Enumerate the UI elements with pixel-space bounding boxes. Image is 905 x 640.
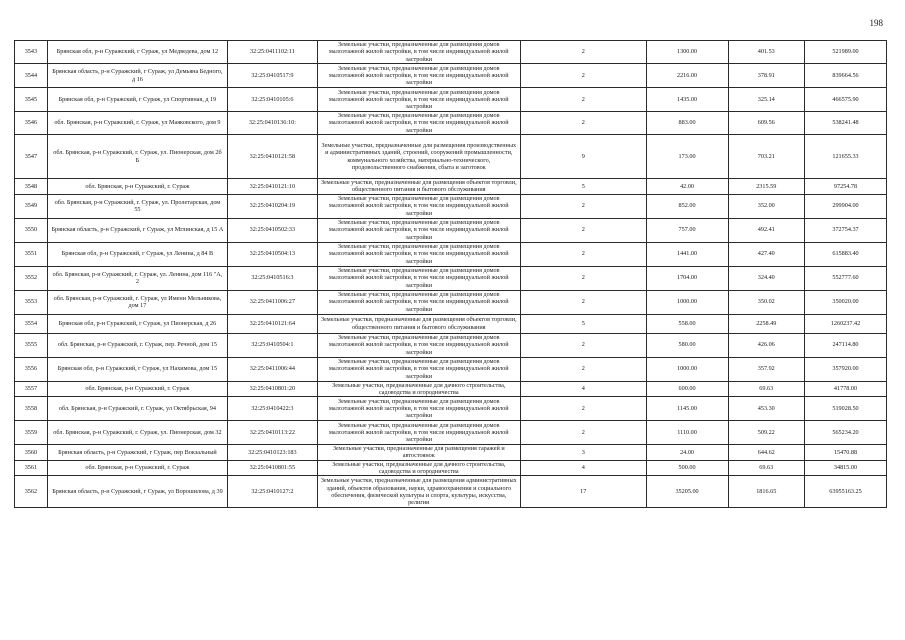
cadastral-number-cell: 32:25:0410136:10: <box>228 112 318 135</box>
table-row <box>15 476 887 508</box>
unit-value-cell: 350.02 <box>728 290 804 314</box>
record-number-cell: 3548 <box>15 179 48 195</box>
address-cell: обл. Брянская, р-н Суражский, г. Сураж <box>47 460 227 476</box>
unit-value-cell: 427.40 <box>728 242 804 266</box>
cadastral-number-cell: 32:25:0410517:9 <box>228 64 318 88</box>
table-row <box>15 194 887 218</box>
table-row <box>15 135 887 179</box>
area-cell: 173.00 <box>646 135 728 179</box>
cadastral-value-cell: 839664.56 <box>805 64 887 88</box>
use-group-cell: 2 <box>520 357 646 381</box>
use-group-cell: 2 <box>520 242 646 266</box>
land-use-cell: Земельные участки, предназначенные для размещения домов малоэтажной жилой застройки, в том числе индивидуальной жилой застройки <box>317 290 520 314</box>
cadastral-value-cell: 247114.80 <box>805 333 887 357</box>
table-row <box>15 64 887 88</box>
area-cell: 2216.00 <box>646 64 728 88</box>
land-use-cell: Земельные участки, предназначенные для размещения домов малоэтажной жилой застройки, в том числе индивидуальной жилой застройки <box>317 266 520 290</box>
area-cell: 1704.00 <box>646 266 728 290</box>
use-group-cell: 4 <box>520 381 646 397</box>
area-cell: 1000.00 <box>646 290 728 314</box>
cadastral-number-cell: 32:25:0411006:44 <box>228 357 318 381</box>
use-group-cell: 2 <box>520 218 646 242</box>
unit-value-cell: 2315.59 <box>728 179 804 195</box>
table-row <box>15 421 887 445</box>
use-group-cell: 2 <box>520 421 646 445</box>
use-group-cell: 9 <box>520 135 646 179</box>
page-number: 198 <box>869 18 883 28</box>
cadastral-value-cell: 121655.33 <box>805 135 887 179</box>
cadastral-number-cell: 32:25:0410113:22 <box>228 421 318 445</box>
cadastral-value-cell: 1260237.42 <box>805 314 887 333</box>
land-use-cell: Земельные участки, предназначенные для размещения производственных и административных зданий, строений, сооружений промышленности, коммунального хозяйства, материально-технического, продовольственного снабжения, сбыта и заготовок <box>317 135 520 179</box>
record-number-cell: 3560 <box>15 445 48 461</box>
use-group-cell: 5 <box>520 314 646 333</box>
cadastral-number-cell: 32:25:0410121:64 <box>228 314 318 333</box>
use-group-cell: 3 <box>520 445 646 461</box>
unit-value-cell: 509.22 <box>728 421 804 445</box>
record-number-cell: 3552 <box>15 266 48 290</box>
unit-value-cell: 352.00 <box>728 194 804 218</box>
table-row <box>15 357 887 381</box>
land-use-cell: Земельные участки, предназначенные для размещения домов малоэтажной жилой застройки, в том числе индивидуальной жилой застройки <box>317 242 520 266</box>
use-group-cell: 2 <box>520 290 646 314</box>
address-cell: обл. Брянская, р-н Суражский, г. Сураж, пер. Речной, дом 15 <box>47 333 227 357</box>
land-use-cell: Земельные участки, предназначенные для размещения домов малоэтажной жилой застройки, в том числе индивидуальной жилой застройки <box>317 421 520 445</box>
land-registry-table <box>14 40 887 508</box>
land-use-cell: Земельные участки, предназначенные для размещения домов малоэтажной жилой застройки, в том числе индивидуальной жилой застройки <box>317 112 520 135</box>
record-number-cell: 3547 <box>15 135 48 179</box>
cadastral-value-cell: 97254.78 <box>805 179 887 195</box>
area-cell: 1110.00 <box>646 421 728 445</box>
cadastral-number-cell: 32:25:0410504:1 <box>228 333 318 357</box>
area-cell: 600.00 <box>646 381 728 397</box>
record-number-cell: 3562 <box>15 476 48 508</box>
land-use-cell: Земельные участки, предназначенные для размещения домов малоэтажной жилой застройки, в том числе индивидуальной жилой застройки <box>317 333 520 357</box>
address-cell: обл. Брянская, р-н Суражский, г. Сураж <box>47 179 227 195</box>
use-group-cell: 2 <box>520 397 646 421</box>
table-row <box>15 112 887 135</box>
use-group-cell: 2 <box>520 333 646 357</box>
address-cell: обл. Брянская, р-н Суражский, г. Сураж, ул Октябрьская, 94 <box>47 397 227 421</box>
unit-value-cell: 453.30 <box>728 397 804 421</box>
cadastral-number-cell: 32:25:0410516:3 <box>228 266 318 290</box>
record-number-cell: 3543 <box>15 41 48 64</box>
table-row <box>15 333 887 357</box>
unit-value-cell: 69.63 <box>728 381 804 397</box>
unit-value-cell: 2258.49 <box>728 314 804 333</box>
cadastral-value-cell: 41778.00 <box>805 381 887 397</box>
unit-value-cell: 1816.65 <box>728 476 804 508</box>
table-row <box>15 218 887 242</box>
record-number-cell: 3554 <box>15 314 48 333</box>
cadastral-value-cell: 521989.00 <box>805 41 887 64</box>
land-use-cell: Земельные участки, предназначенные для дачного строительства, садоводства и огородничества <box>317 381 520 397</box>
use-group-cell: 17 <box>520 476 646 508</box>
table-row <box>15 41 887 64</box>
record-number-cell: 3545 <box>15 88 48 112</box>
table-row <box>15 445 887 461</box>
table-row <box>15 290 887 314</box>
record-number-cell: 3557 <box>15 381 48 397</box>
land-use-cell: Земельные участки, предназначенные для дачного строительства, садоводства и огородничества <box>317 460 520 476</box>
cadastral-number-cell: 32:25:0410801:55 <box>228 460 318 476</box>
address-cell: обл. Брянская, р-н Суражский, г. Сураж, ул. Пионерская, дом 32 <box>47 421 227 445</box>
land-use-cell: Земельные участки, предназначенные для размещения домов малоэтажной жилой застройки, в том числе индивидуальной жилой застройки <box>317 218 520 242</box>
use-group-cell: 2 <box>520 266 646 290</box>
table-row <box>15 266 887 290</box>
use-group-cell: 2 <box>520 64 646 88</box>
area-cell: 852.00 <box>646 194 728 218</box>
use-group-cell: 5 <box>520 179 646 195</box>
land-use-cell: Земельные участки, предназначенные для размещения домов малоэтажной жилой застройки, в том числе индивидуальной жилой застройки <box>317 41 520 64</box>
address-cell: обл. Брянская, р-н Суражский, г. Сураж <box>47 381 227 397</box>
unit-value-cell: 69.63 <box>728 460 804 476</box>
area-cell: 1300.00 <box>646 41 728 64</box>
address-cell: Брянская обл, р-н Суражский, г Сураж, ул Ленина, д 84 В <box>47 242 227 266</box>
land-use-cell: Земельные участки, предназначенные для размещения домов малоэтажной жилой застройки, в том числе индивидуальной жилой застройки <box>317 397 520 421</box>
use-group-cell: 2 <box>520 112 646 135</box>
address-cell: Брянская область, р-н Суражский, г Сураж, ул Ворошилова, д 39 <box>47 476 227 508</box>
address-cell: обл. Брянская, р-н Суражский, г. Сураж, ул. Пролетарская, дом 55 <box>47 194 227 218</box>
cadastral-value-cell: 63955163.25 <box>805 476 887 508</box>
cadastral-number-cell: 32:25:0410422:3 <box>228 397 318 421</box>
unit-value-cell: 324.40 <box>728 266 804 290</box>
cadastral-number-cell: 32:25:0411006:27 <box>228 290 318 314</box>
cadastral-number-cell: 32:25:0410127:2 <box>228 476 318 508</box>
unit-value-cell: 703.21 <box>728 135 804 179</box>
address-cell: обл. Брянская, р-н Суражский, г. Сураж, ул. Ленина, дом 116 "А, 2 <box>47 266 227 290</box>
cadastral-number-cell: 32:25:0410121:10 <box>228 179 318 195</box>
area-cell: 580.00 <box>646 333 728 357</box>
land-use-cell: Земельные участки, предназначенные для размещения домов малоэтажной жилой застройки, в том числе индивидуальной жилой застройки <box>317 357 520 381</box>
address-cell: Брянская область, р-н Суражский, г Сураж, ул Демьяна Бедного, д 16 <box>47 64 227 88</box>
area-cell: 500.00 <box>646 460 728 476</box>
record-number-cell: 3561 <box>15 460 48 476</box>
area-cell: 24.00 <box>646 445 728 461</box>
table-row <box>15 88 887 112</box>
cadastral-value-cell: 34815.00 <box>805 460 887 476</box>
cadastral-value-cell: 357920.00 <box>805 357 887 381</box>
record-number-cell: 3549 <box>15 194 48 218</box>
address-cell: Брянская обл, р-н Суражский, г Сураж, ул Нахимова, дом 15 <box>47 357 227 381</box>
area-cell: 1000.00 <box>646 357 728 381</box>
address-cell: обл. Брянская, р-н Суражский, г. Сураж, ул. Пионерская, дом 2б Б <box>47 135 227 179</box>
table-row <box>15 397 887 421</box>
address-cell: обл. Брянская, р-н Суражский, г. Сураж, ул Маяковского, дом 9 <box>47 112 227 135</box>
land-use-cell: Земельные участки, предназначенные для размещения объектов торговли, общественного питания и бытового обслуживания <box>317 179 520 195</box>
area-cell: 35205.00 <box>646 476 728 508</box>
area-cell: 42.00 <box>646 179 728 195</box>
use-group-cell: 2 <box>520 41 646 64</box>
cadastral-value-cell: 15470.88 <box>805 445 887 461</box>
address-cell: Брянская обл, р-н Суражский, г Сураж, ул Пионерская, д 26 <box>47 314 227 333</box>
area-cell: 883.00 <box>646 112 728 135</box>
land-use-cell: Земельные участки, предназначенные для размещения административных зданий, объектов образования, науки, здравоохранения и социального обеспечения, физической культуры и спорта, культуры, искусства, религии <box>317 476 520 508</box>
cadastral-number-cell: 32:25:0410123:183 <box>228 445 318 461</box>
cadastral-number-cell: 32:25:0410502:33 <box>228 218 318 242</box>
land-use-cell: Земельные участки, предназначенные для размещения домов малоэтажной жилой застройки, в том числе индивидуальной жилой застройки <box>317 64 520 88</box>
cadastral-value-cell: 565234.20 <box>805 421 887 445</box>
record-number-cell: 3546 <box>15 112 48 135</box>
cadastral-number-cell: 32:25:0410204:19 <box>228 194 318 218</box>
table-row <box>15 381 887 397</box>
unit-value-cell: 609.56 <box>728 112 804 135</box>
unit-value-cell: 426.06 <box>728 333 804 357</box>
record-number-cell: 3551 <box>15 242 48 266</box>
cadastral-value-cell: 552777.60 <box>805 266 887 290</box>
cadastral-value-cell: 372754.37 <box>805 218 887 242</box>
area-cell: 1145.00 <box>646 397 728 421</box>
address-cell: Брянская область, р-н Суражский, г Сураж, пер Вокзальный <box>47 445 227 461</box>
area-cell: 757.00 <box>646 218 728 242</box>
land-use-cell: Земельные участки, предназначенные для размещения объектов торговли, общественного питания и бытового обслуживания <box>317 314 520 333</box>
unit-value-cell: 357.92 <box>728 357 804 381</box>
table-row <box>15 242 887 266</box>
record-number-cell: 3559 <box>15 421 48 445</box>
record-number-cell: 3553 <box>15 290 48 314</box>
cadastral-value-cell: 538241.48 <box>805 112 887 135</box>
land-use-cell: Земельные участки, предназначенные для размещения гаражей и автостоянок <box>317 445 520 461</box>
cadastral-number-cell: 32:25:0411102:11 <box>228 41 318 64</box>
unit-value-cell: 401.53 <box>728 41 804 64</box>
address-cell: Брянская область, р-н Суражский, г Сураж, ул Мглинская, д 15 А <box>47 218 227 242</box>
record-number-cell: 3544 <box>15 64 48 88</box>
land-use-cell: Земельные участки, предназначенные для размещения домов малоэтажной жилой застройки, в том числе индивидуальной жилой застройки <box>317 194 520 218</box>
address-cell: обл. Брянская, р-н Суражский, г. Сураж, ул Имени Мельникова, дом 17 <box>47 290 227 314</box>
cadastral-number-cell: 32:25:0410504:13 <box>228 242 318 266</box>
cadastral-number-cell: 32:25:0410801:20 <box>228 381 318 397</box>
cadastral-value-cell: 519028.50 <box>805 397 887 421</box>
record-number-cell: 3555 <box>15 333 48 357</box>
unit-value-cell: 325.14 <box>728 88 804 112</box>
address-cell: Брянская обл, р-н Суражский, г Сураж, ул Спортивная, д 19 <box>47 88 227 112</box>
unit-value-cell: 644.62 <box>728 445 804 461</box>
table-row <box>15 460 887 476</box>
record-number-cell: 3550 <box>15 218 48 242</box>
table-row <box>15 314 887 333</box>
use-group-cell: 2 <box>520 88 646 112</box>
area-cell: 1435.00 <box>646 88 728 112</box>
table-row <box>15 179 887 195</box>
use-group-cell: 4 <box>520 460 646 476</box>
cadastral-value-cell: 299904.00 <box>805 194 887 218</box>
unit-value-cell: 492.41 <box>728 218 804 242</box>
record-number-cell: 3558 <box>15 397 48 421</box>
cadastral-number-cell: 32:25:0410105:6 <box>228 88 318 112</box>
land-use-cell: Земельные участки, предназначенные для размещения домов малоэтажной жилой застройки, в том числе индивидуальной жилой застройки <box>317 88 520 112</box>
cadastral-value-cell: 466575.90 <box>805 88 887 112</box>
cadastral-value-cell: 350020.00 <box>805 290 887 314</box>
area-cell: 558.00 <box>646 314 728 333</box>
address-cell: Брянская обл, р-н Суражский, г Сураж, ул Медведева, дом 12 <box>47 41 227 64</box>
table-body <box>15 41 887 508</box>
area-cell: 1441.00 <box>646 242 728 266</box>
cadastral-number-cell: 32:25:0410121:58 <box>228 135 318 179</box>
use-group-cell: 2 <box>520 194 646 218</box>
record-number-cell: 3556 <box>15 357 48 381</box>
unit-value-cell: 378.91 <box>728 64 804 88</box>
cadastral-value-cell: 615883.40 <box>805 242 887 266</box>
